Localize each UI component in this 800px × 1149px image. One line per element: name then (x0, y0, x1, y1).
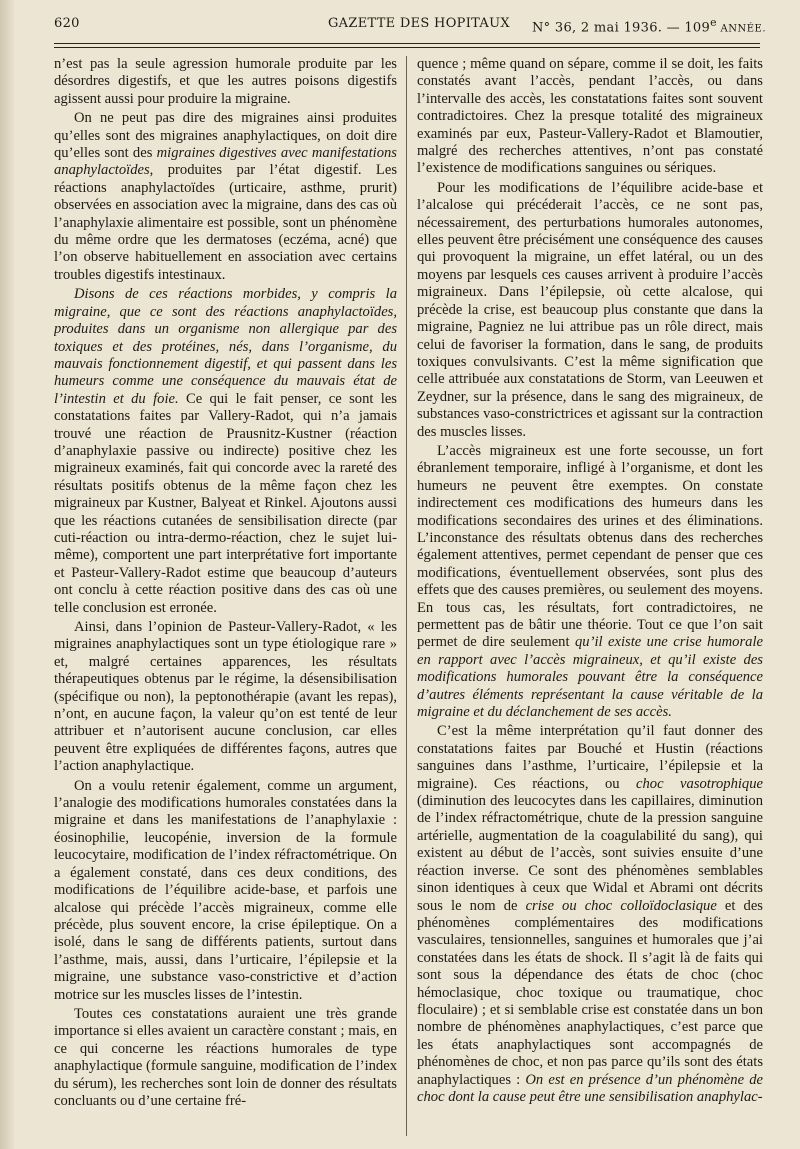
text-run: et des phénomènes complémentaires des modifications vasculaires, tensionnelles, sanguines et humorales que j’ai constatées dans les états de shock. Il s’agit là de faits qui sont sous la dépendance des états de choc (choc hémoclasique, choc toxique ou traumatique, choc floculaire) ; et si semblable crise est constatée dans un bon nombre de phénomènes anaphylactiques, c’est parce que les états anaphylactiques sont accompagnés de phénomènes de choc, et non pas parce qu’ils sont des états anaphylactiques : (417, 897, 763, 1088)
text-run: , produites par l’état digestif. Les réactions anaphylactoïdes (urticaire, asthme, prurit) observées en association avec la migraine, dans des cas où l’anaphylaxie alimentaire est possible, sont un phénomène du même ordre que les dermatoses (eczéma, acné) que l’on observe habituellement en association avec certains troubles digestifs intestinaux. (54, 162, 397, 283)
italic-text: qu’il existe une crise humorale en rapport avec l’accès migraineux, et qu’il existe des modifications humorales pouvant être la conséquence d’autres éléments représentant la cause véritable de la migraine et du déclanchement de ses accès. (417, 634, 763, 721)
text-run: Toutes ces constatations auraient une très grande importance si elles avaient un caractère constant ; mais, en ce qui concerne les réactions humorales de type anaphylactique (formule sanguine, modification de l’index du sérum), les recherches sont loin de donner des résultats concluants ou d’une certaine fré- (54, 1005, 397, 1109)
issue-annee: ANNÉE. (716, 23, 766, 35)
text-run: Ce qui le fait penser, ce sont les constatations faites par Vallery-Radot, qui n’a jamais trouvé une réaction de Prausnitz-Kustner (réaction d’anaphylaxie passive ou indirecte) positive chez les migraineux examinés, fait qui concorde avec la rareté des résultats positifs obtenus de la même façon chez les migraineux par Kustner, Balyeat et Rinkel. Ajoutons aussi que les réactions cutanées de sensibilisation directe (par cuti-réaction ou intra-dermo-réaction, chez le sujet lui-même), comportent une part interprétative fort importante et Pasteur-Vallery-Radot estime que beaucoup d’auteurs ont conclu à cette réaction positive dans des cas où une telle conclusion est erronée. (54, 390, 397, 616)
text-run: On ne peut pas dire des migraines ainsi produites qu’elles sont des migraines anaphylactiques, on doit dire qu’elles sont des (54, 110, 397, 162)
text-run: Ainsi, dans l’opinion de Pasteur-Vallery-Radot, « les migraines anaphylactiques sont un type étiologique rare » et, malgré certaines apparences, les résultats thérapeutiques obtenus par le régime, la désensibilisation (spécifique ou non), la peptonothérapie (avant les repas), n’ont, en aucune façon, la valeur qu’on est tenté de leur attribuer et n’autorisent aucune conclusion, car elles peuvent être expliquées de différentes façons, autres que l’action anaphylactique. (54, 619, 397, 775)
paragraph (417, 56, 763, 178)
text-run: n’est pas la seule agression humorale produite par les désordres digestifs, et que les autres poisons digestifs agissent aussi pour produire la migraine. (54, 56, 397, 107)
paragraph (54, 619, 397, 776)
paragraph (54, 110, 397, 284)
italic-text: migraines digestives avec manifestations anaphylactoïdes (54, 145, 397, 179)
paragraph (417, 723, 763, 1106)
page-number: 620 (54, 16, 80, 31)
italic-text: Disons de ces réactions morbides, y compris la migraine, que ce sont des réactions anaphylactoïdes, produites dans un organisme non allergique par des toxiques et des protéines, nés, dans l’organisme, du mauvais fonctionnement digestif, et qui passent dans les humeurs comme une conséquence du mauvais état de l’intestin et du foie. (54, 286, 397, 407)
running-header (54, 14, 766, 36)
binding-edge (0, 0, 14, 1149)
paragraph (54, 56, 397, 108)
issue-sup: e (710, 16, 717, 29)
issue-text: N° 36, 2 mai 1936. — 109 (532, 20, 711, 36)
header-rule (54, 43, 760, 44)
italic-text: On est en présence d’un phénomène de choc dont la cause peut être une sensibilisation anaphylac- (417, 1071, 763, 1105)
paragraph (417, 180, 763, 441)
issue-info (532, 16, 766, 35)
column-divider (406, 56, 407, 1136)
text-run: On a voulu retenir également, comme un argument, l’analogie des modifications humorales constatées dans la migraine et dans les manifestations de l’anaphylaxie : éosinophilie, leucopénie, inversion de la formule leucocytaire, modification de l’index réfractométrique. On a également constaté, dans ces deux conditions, des modifications de l’équilibre acide-base, et parfois une alcalose qui précède l’accès migraineux, comme elle précède, plus souvent encore, la crise épileptique. On a isolé, dans le sang de différents patients, surtout dans l’asthme, mais, aussi, dans l’urticaire, l’épilepsie et la migraine, une substance vaso-constrictive et d’action motrice sur les muscles lisses de l’intestin. (54, 777, 397, 1003)
journal-title: GAZETTE DES HOPITAUX (328, 16, 510, 31)
text-run: L’accès migraineux est une forte secousse, un fort ébranlement temporaire, infligé à l’organisme, et dont les humeurs ne peuvent être exemptes. On constate indirectement ces modifications des humeurs dans les modifications secondaires des urines et des éliminations. L’inconstance des résultats obtenus dans des recherches également attentives, permet cependant de penser que ces modifications, éventuellement observées, sont plus des effets que des causes premières, ou seulement des moyens. En tous cas, les résultats, fort contradictoires, ne permettent pas de bâtir une théorie. Tout ce que l’on sait permet de dire seulement (417, 442, 763, 651)
header-rule-thin (54, 47, 760, 48)
italic-text: choc vasotrophique (636, 775, 763, 792)
text-run: (diminution des leucocytes dans les capillaires, diminution de l’index réfractométrique, chute de la pression sanguine artérielle, augmentation de la coagulabilité du sang), qui existent au début de l’accès, sont suivies ensuite d’une réaction inverse. Ce sont des phénomènes semblables sinon identiques à ceux que Widal et Abrami ont décrits sous le nom de (417, 793, 763, 914)
paragraph (54, 1006, 397, 1110)
text-run: Pour les modifications de l’équilibre acide-base et l’alcalose qui précéderait l’accès, ce ne sont pas, nécessairement, des perturbations humorales autonomes, elles peuvent être précisément une conséquence des causes qui provoquent la migraine, un effet latéral, ou un des moyens par lesquels ces causes arrivent à produire l’accès migraineux. Dans l’épilepsie, où cette alcalose, qui précède la crise, est beaucoup plus constante que dans la migraine, Pagniez ne lui attribue pas un rôle direct, mais celui de favoriser la formation, dans le sang, de produits toxiques convulsivants. C’est la même signification que celle attribuée aux constatations de Storm, van Leeuwen et Zeydner, sur la présence, dans le sang des migraineux, de substances vaso-constrictrices et agissant sur la contraction des muscles lisses. (417, 179, 763, 440)
left-column (54, 56, 397, 1141)
italic-text: crise ou choc colloïdoclasique (525, 897, 717, 914)
paragraph (54, 778, 397, 1004)
paragraph (54, 286, 397, 617)
text-run: quence ; même quand on sépare, comme il se doit, les faits constatés avant l’accès, pendant l’accès, ou dans l’intervalle des accès, les constatations faites sont souvent contradictoires. Chez la presque totalité des migraineux examinés par eux, Pasteur-Vallery-Radot et Blamoutier, malgré des recherches attentives, n’ont pas constaté l’existence de modifications sanguines ou sériques. (417, 56, 763, 177)
paragraph (417, 443, 763, 722)
right-column (417, 56, 763, 1141)
text-run: C’est la même interprétation qu’il faut donner des constatations faites par Bouché et Hustin (réactions sanguines dans l’asthme, l’urticaire, l’épilepsie et la migraine). Ces réactions, ou (417, 723, 763, 792)
